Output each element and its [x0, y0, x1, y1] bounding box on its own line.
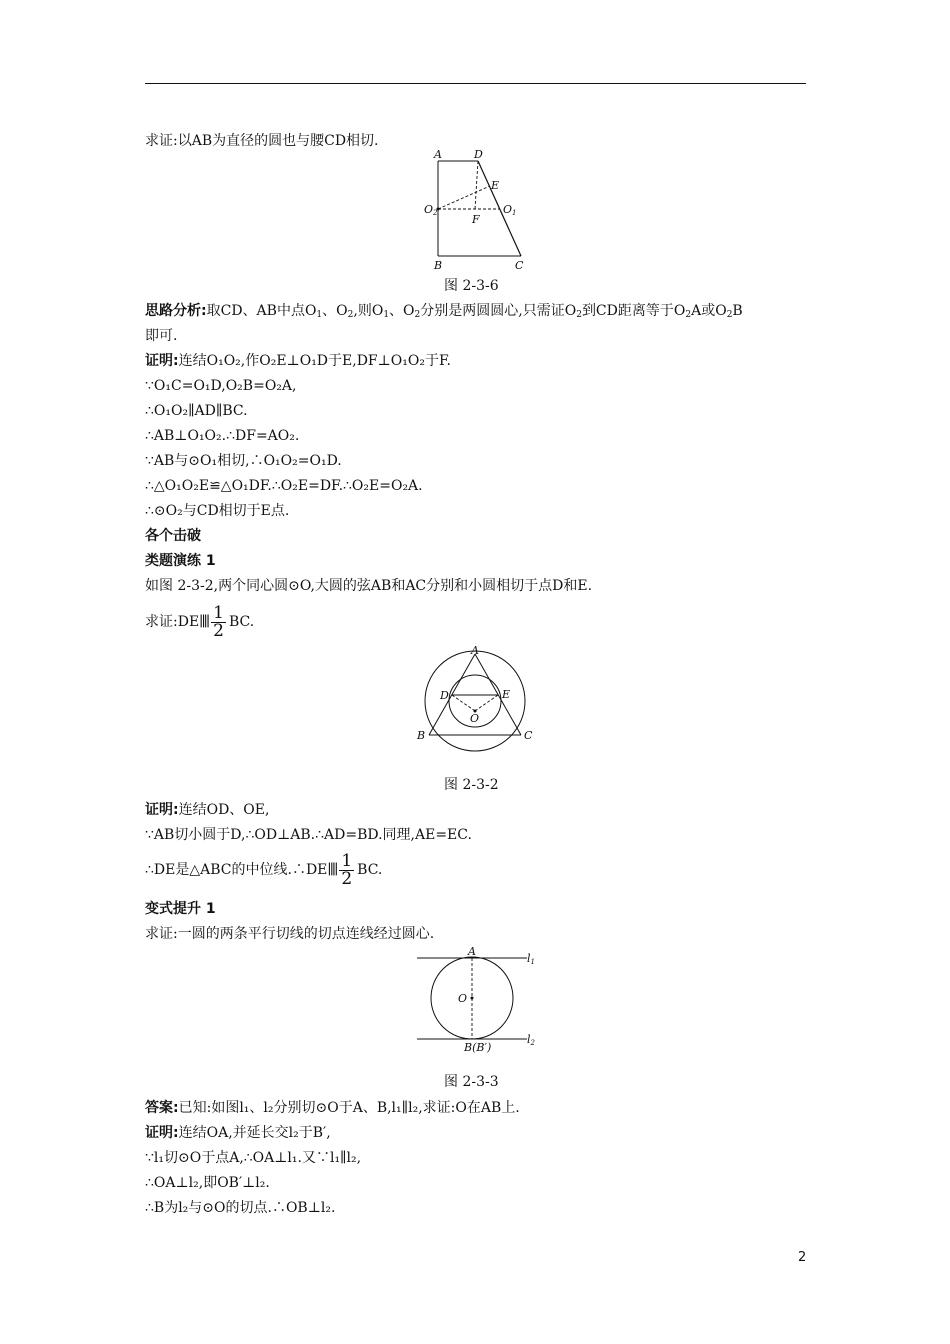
parallel-equal-symbol: ∥∥	[327, 862, 337, 878]
fig1-label-O1: O1	[503, 203, 517, 217]
answer-line: 答案:已知:如图l₁、l₂分别切⊙O于A、B,l₁∥l₂,求证:O在AB上.	[145, 1100, 520, 1116]
proof-line-4: ∴AB⊥O₁O₂.∴DF=AO₂.	[145, 428, 300, 444]
proof-line-1: 证明:连结O₁O₂,作O₂E⊥O₁D于E,DF⊥O₁O₂于F.	[145, 353, 451, 369]
analysis-line: 思路分析:取CD、AB中点$O_1$、$O_2$,则$O_1$、$O_2$分别是两圆圆心,只需证$O_2$到CD距离等于$O_2A$或$O_2B$	[145, 303, 743, 320]
fig3-label-B: B(B′)	[464, 1041, 492, 1054]
question-1-claim: 求证:DE∥∥ $\frac{1}{2}$ BC.	[145, 600, 254, 644]
subsection-heading-1: 类题演练 1	[145, 553, 216, 569]
fig2-label-A: A	[471, 644, 479, 657]
header-rule	[145, 83, 806, 84]
proof3-line-4: ∴B为l₂与⊙O的切点.∴OB⊥l₂.	[145, 1200, 336, 1216]
subsection-heading-2: 变式提升 1	[145, 901, 216, 917]
question-1: 如图 2-3-2,两个同心圆⊙O,大圆的弦AB和AC分别和小圆相切于点D和E.	[145, 578, 593, 594]
proof3-line-2: ∵l₁切⊙O于点A,∴OA⊥l₁.又∵l₁∥l₂,	[145, 1150, 362, 1166]
fig3-label-O: O	[458, 992, 468, 1005]
fig1-label-F: F	[472, 213, 480, 226]
proof-line-7: ∴⊙O₂与CD相切于E点.	[145, 503, 290, 519]
figure-caption-2-3-6: 图 2-3-6	[444, 278, 499, 294]
analysis-label: 思路分析:	[145, 303, 207, 319]
fig2-label-C: C	[524, 729, 533, 742]
figure-caption-2-3-2: 图 2-3-2	[444, 777, 499, 793]
question-2: 求证:一圆的两条平行切线的切点连线经过圆心.	[145, 926, 435, 942]
proof-line-3: ∴O₁O₂∥AD∥BC.	[145, 403, 248, 419]
fig1-label-C: C	[515, 259, 524, 272]
fig1-label-O2: O2	[424, 203, 438, 217]
proof-line-6: ∴△O₁O₂E≌△O₁DF.∴O₂E=DF.∴O₂E=O₂A.	[145, 478, 423, 494]
proof3-line-1: 证明:连结OA,并延长交l₂于B′,	[145, 1125, 331, 1141]
proof2-line-3: ∴DE是△ABC的中位线.∴DE∥∥ $\frac{1}{2}$ BC.	[145, 848, 382, 892]
figure-caption-2-3-3: 图 2-3-3	[444, 1074, 499, 1090]
fig2-label-E: E	[502, 688, 511, 701]
page-number: 2	[798, 1250, 807, 1265]
fraction-half: $\frac{1}{2}$	[213, 602, 224, 641]
fig2-label-O: O	[470, 712, 480, 725]
fig3-label-A: A	[468, 945, 476, 958]
problem-statement: 求证:以AB为直径的圆也与腰CD相切.	[145, 133, 379, 149]
proof2-line-2: ∵AB切小圆于D,∴OD⊥AB.∴AD=BD.同理,AE=EC.	[145, 827, 472, 843]
fig3-label-l2: l2	[527, 1033, 535, 1047]
proof2-line-1: 证明:连结OD、OE,	[145, 802, 270, 818]
fig1-label-A: A	[434, 148, 442, 161]
proof-line-5: ∵AB与⊙O₁相切,∴O₁O₂=O₁D.	[145, 453, 342, 469]
fig2-label-B: B	[417, 729, 426, 742]
fig2-label-D: D	[440, 689, 449, 702]
proof-line-2: ∵O₁C=O₁D,O₂B=O₂A,	[145, 378, 297, 394]
figure-trapezoid	[420, 145, 540, 275]
fig1-label-D: D	[474, 148, 483, 161]
proof3-line-3: ∴OA⊥l₂,即OB′⊥l₂.	[145, 1175, 270, 1191]
section-heading: 各个击破	[145, 528, 201, 544]
fig1-label-E: E	[491, 179, 500, 192]
fig3-label-l1: l1	[527, 952, 535, 966]
parallel-equal-symbol: ∥∥	[199, 614, 209, 630]
analysis-continuation: 即可.	[145, 328, 178, 344]
figure-concentric-circles	[410, 643, 540, 748]
fig1-label-B: B	[434, 259, 443, 272]
figure-parallel-tangents	[412, 944, 542, 1056]
fraction-half: $\frac{1}{2}$	[341, 850, 353, 889]
